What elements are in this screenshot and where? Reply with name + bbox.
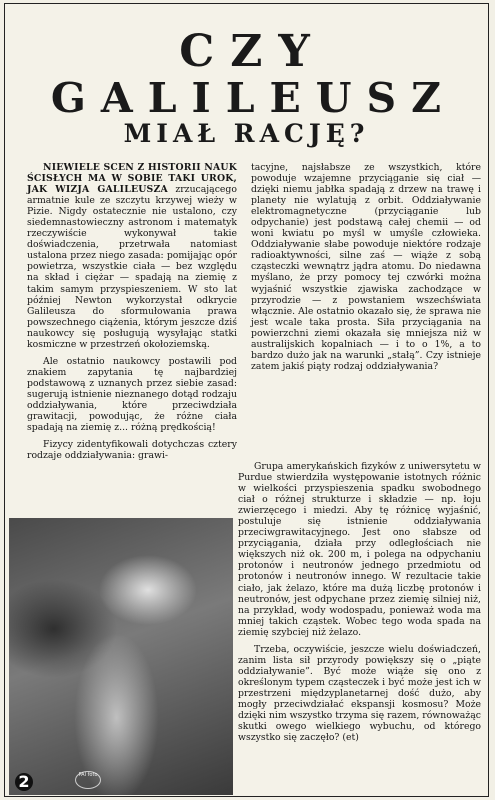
- article-paragraph-2: Ale ostatnio naukowcy postawili pod znakiem zapytania tę najbardziej podstawową z uznanych przez siebie zasad: sugerują istnienie nieznanego dotąd rodzaju oddziaływania, które przeciwdziała grawitacji, powodując, że różne ciała spadają na ziemię z... różną prędkością!: [27, 355, 237, 434]
- article-paragraph-4: tacyjne, najsłabsze ze wszystkich, które powoduje wzajemne przyciąganie się ciał — dzięki niemu jabłka spadają z drzew na trawę i planety nie wylatują z orbit. Oddziaływanie elektromagnetyczne (przyciąganie lub odpychanie) jest podstawą całej chemii — od woni kwiatu po myśl w umyśle człowieka. Oddziaływanie słabe powoduje niektóre rodzaje radioaktywności, silne zaś — wiąże z sobą cząsteczki wewnątrz jądra atomu. Do niedawna myślano, że przy pomocy tej czwórki można wyjaśnić wszystkie zjawiska zachodzące w przyrodzie — z powstaniem wszechświata włącznie. Ale ostatnio okazało się, że sprawa nie jest wcale taka prosta. Siła przyciągania na powierzchni ziemi okazała się mniejsza niż w australijskich kopalniach — i to o 1%, a to bardzo dużo jak na warunki „stałą”. Czy istnieje zatem jakiś piąty rodzaj oddziaływania?: [251, 162, 481, 372]
- lead-text: NIEWIELE SCEN Z HISTORII NAUK ŚCISŁYCH MA W SOBIE TAKI UROK, JAK WIZJA GALILEUSZA: [27, 162, 237, 196]
- article-paragraph-5: Grupa amerykańskich fizyków z uniwersytetu w Purdue stwierdziła występowanie istotnych różnic w wielkości przyspieszenia spadku swobodnego ciał o różnej strukturze i składzie — np. łoju zwierzęcego i miedzi. Aby tę różnicę wyjaśnić, postuluje się istnienie oddziaływania przeciwgrawitacyjnego. Jest ono słabsze od przyciągania, działa przy odległościach nie większych niż ok. 200 m, i polega na odpychaniu protonów i neutronów jednego przedmiotu od protonów i neutronów innego. W rezultacie takie ciało, jak żelazo, które ma dużą liczbę protonów i neutronów, jest odpychane przez ziemię silniej niż, na przykład, wody wodospadu, ponieważ woda ma mniej takich cząstek. Wobec tego woda spada na ziemię szybciej niż żelazo.: [238, 461, 481, 638]
- article-paragraph-3: Fizycy zidentyfikowali dotychczas cztery rodzaje oddziaływania: grawi-: [27, 439, 237, 462]
- article-column-left: [27, 162, 237, 467]
- article-column-right-top: [251, 162, 481, 378]
- headline-line-1: CZY: [179, 26, 326, 77]
- headline-line-2: GALILEUSZ: [50, 74, 457, 122]
- page-number: 2: [15, 773, 33, 791]
- headline-line-3: MIAŁ RACJĘ?: [123, 119, 370, 148]
- magazine-page: [4, 3, 489, 797]
- article-column-right-bottom: [238, 461, 481, 749]
- paragraph-text: zrzucającego armatnie kule ze szczytu krzywej wieży w Pizie. Nigdy ostatecznie nie ustalono, czy siedemnastowieczny astronom i matematyk rzeczywiście wykonywał takie doświadczenia, przetrwała natomiast ustalona przez niego zasada: pomijając opór powietrza, wszystkie ciała — bez względu na skład i ciężar — spadają na ziemię z takim samym przyspieszeniem. W sto lat później Newton wykorzystał odkrycie Galileusza do sformułowania prawa powszechnego ciążenia, którym jeszcze dziś naukowcy się posługują wysyłając statki kosmiczne w przestrzeń okołoziemską.: [27, 184, 237, 350]
- article-paragraph-6: Trzeba, oczywiście, jeszcze wielu doświadczeń, zanim lista sił przyrody powiększy się o „piąte oddziaływanie”. Być może wiąże się ono z określonym typem cząsteczek i być może jest ich w przestrzeni międzyplanetarnej dość dużo, aby mogły przeciwdziałać ekspansji kosmosu? Może dzięki nim wszystko trzyma się razem, równoważąc skutki owego wielkiego wybuchu, od którego wszystko się zaczęło? (et): [238, 643, 481, 744]
- photo-credit-stamp: PAI foto: [75, 771, 101, 789]
- article-photo: [9, 518, 233, 795]
- article-paragraph-1: [27, 162, 237, 350]
